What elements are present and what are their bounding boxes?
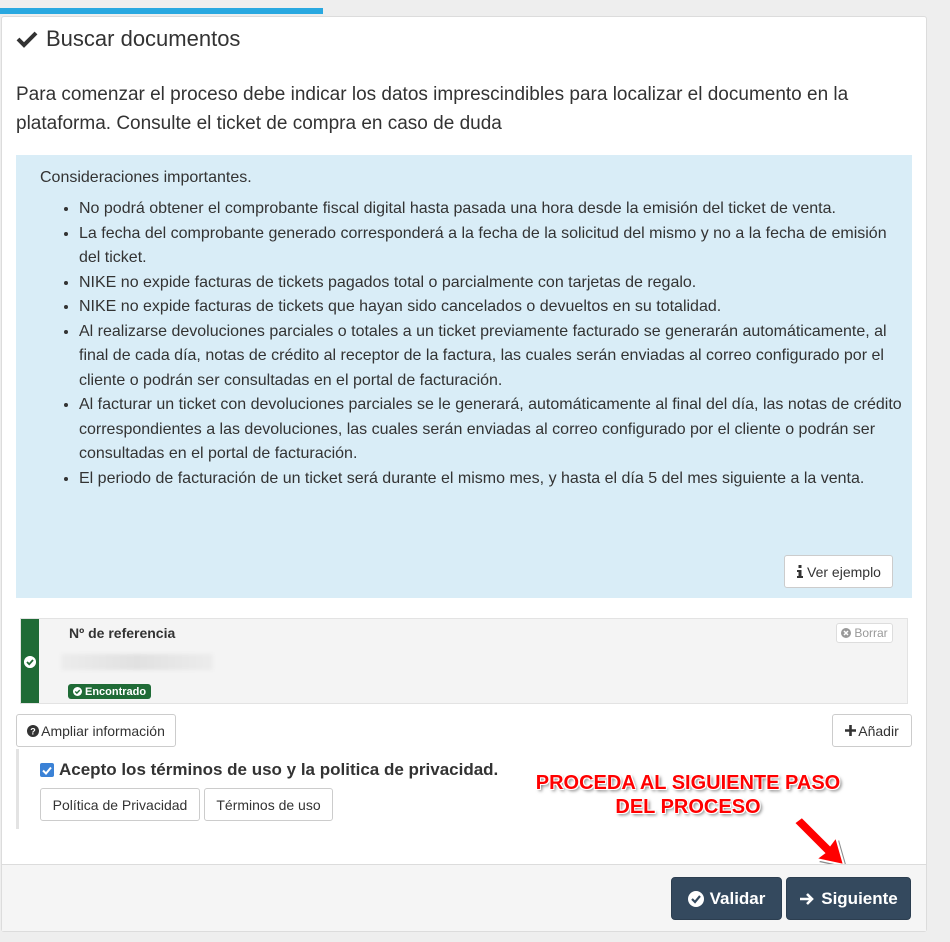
validate-label: Validar <box>709 888 766 908</box>
considerations-list <box>56 197 909 491</box>
list-item: • Al facturar un ticket con devoluciones parciales se le generará, automáticamente al final del día, las notas de crédito correspondientes a las devoluciones, las cuales serán enviadas al correo configurado por el cliente o podrán ser consultadas en el portal de facturación. <box>79 393 909 467</box>
question-circle-icon <box>27 725 39 737</box>
considerations-heading: Consideraciones importantes. <box>40 169 252 186</box>
delete-button[interactable] <box>836 623 893 643</box>
reference-status-marker <box>21 619 39 703</box>
times-circle-icon <box>841 628 851 638</box>
info-icon <box>796 565 804 578</box>
more-info-button[interactable] <box>16 714 176 747</box>
delete-label: Borrar <box>854 626 888 640</box>
more-info-label: Ampliar información <box>41 722 165 739</box>
status-badge <box>68 684 151 699</box>
annotation-callout <box>516 771 860 819</box>
view-example-label: Ver ejemplo <box>807 563 881 580</box>
considerations-box <box>16 155 912 598</box>
status-badge-label: Encontrado <box>85 685 147 698</box>
page-title <box>16 26 240 52</box>
add-button[interactable] <box>832 714 912 747</box>
privacy-policy-button[interactable]: Política de Privacidad <box>40 788 200 821</box>
add-label: Añadir <box>858 722 899 739</box>
annotation-line-1: PROCEDA AL SIGUIENTE PASO <box>535 772 841 794</box>
list-item: • Al realizarse devoluciones parciales o totales a un ticket previamente facturado se generarán automáticamente, al final de cada día, notas de crédito al receptor de la factura, las cuales serán enviadas al correo configurado por el cliente o podrán ser consultadas en el portal de facturación. <box>79 320 909 394</box>
check-circle-icon <box>24 656 36 668</box>
terms-border <box>16 749 19 829</box>
validate-button[interactable] <box>671 877 782 920</box>
view-example-button[interactable] <box>784 555 893 588</box>
plus-icon <box>845 725 856 736</box>
next-button[interactable] <box>786 877 911 920</box>
check-icon <box>16 30 38 48</box>
list-item: • No podrá obtener el comprobante fiscal digital hasta pasada una hora desde la emisión del ticket de venta. <box>79 197 909 222</box>
svg-text:?: ? <box>30 726 36 736</box>
check-circle-icon <box>688 891 704 907</box>
terms-label[interactable]: Acepto los términos de uso y la politica de privacidad. <box>59 760 499 779</box>
progress-bar <box>0 8 323 14</box>
arrow-right-icon <box>799 892 815 906</box>
page-title-text: Buscar documentos <box>46 26 241 51</box>
list-item: • NIKE no expide facturas de tickets que hayan sido cancelados o devueltos en su totalidad. <box>79 295 909 320</box>
terms-checkbox[interactable] <box>40 763 54 777</box>
intro-text: Para comenzar el proceso debe indicar los datos imprescindibles para localizar el documento en la plataforma. Consulte el ticket de compra en caso de duda <box>16 84 849 134</box>
check-icon <box>42 766 52 775</box>
reference-row <box>20 618 908 704</box>
list-item: • El periodo de facturación de un ticket será durante el mismo mes, y hasta el día 5 del mes siguiente a la venta. <box>79 467 909 492</box>
terms-of-use-button[interactable]: Términos de uso <box>204 788 333 821</box>
reference-value-redacted <box>61 654 213 670</box>
list-item: • La fecha del comprobante generado corresponderá a la fecha de la solicitud del mismo y no a la fecha de emisión del ticket. <box>79 222 909 271</box>
reference-label: Nº de referencia <box>69 625 176 641</box>
check-circle-icon <box>73 687 82 696</box>
next-label: Siguiente <box>821 888 898 908</box>
annotation-line-2: DEL PROCESO <box>615 796 761 818</box>
list-item: • NIKE no expide facturas de tickets pagados total o parcialmente con tarjetas de regalo. <box>79 271 909 296</box>
